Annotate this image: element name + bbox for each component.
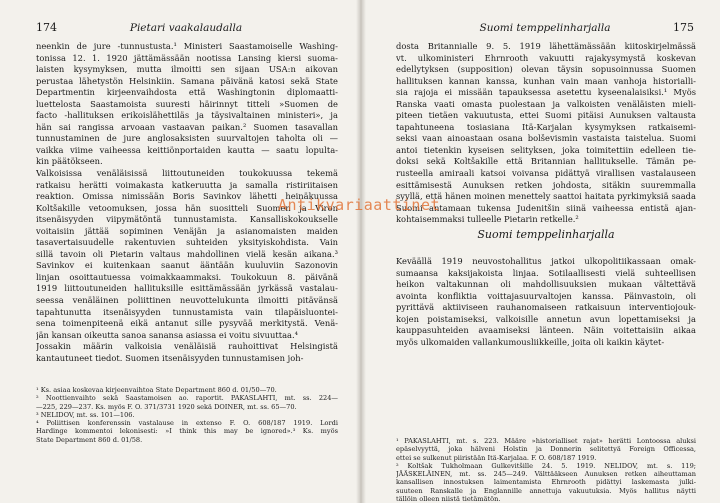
watermark-stamp: Antikvariaattinet: [278, 196, 441, 214]
text-line: perustaa lähetystön Helsinkiin. Samana päivänä katosi sekä State: [36, 75, 338, 86]
text-line: luettelosta Saastamoista suuresti häirinnyt titteli »Suomen de: [36, 98, 338, 109]
text-line: tasavertaisuudelle rakentuvien suhteiden yksityiskohdista. Vain: [36, 237, 338, 248]
text-line: vaikka viime vaiheessa keittiönportaiden kautta — saatu lopulta-: [36, 144, 338, 155]
footnote-line: ³ NELIDOV, mt. ss. 101—106.: [36, 410, 135, 419]
text-line: edellytyksen (supposition) olevan täysin sopusoinnussa Suomen: [396, 64, 696, 75]
text-line: Savinkov ei kuitenkaan saanut ääntään kuuluviin Sazonovin: [36, 260, 338, 271]
text-line: vt. ulkoministeri Ehrnrooth vakuutti rajakysymystä koskevan: [396, 52, 696, 63]
footnote-line: Hardinge kommentoi lekonisesti: »I think this may be ignored».³ Ks. myös: [36, 427, 338, 436]
footnote-line: State Department 860 d. 01/58.: [36, 435, 143, 444]
text-line: seksi vaan ainoastaan osana bolševismin vastaista taistelua. Suomi: [396, 133, 696, 144]
text-line: hän sai rangissa arvoaan vastaavan paikan.² Suomen tasavallan: [36, 121, 338, 132]
footnote-line: ettei se sulkenut piiristään Itä-Karjalaa. F. O. 608/187 1919.: [396, 453, 597, 462]
running-head-title: Pietari vaakalaudalla: [129, 22, 243, 34]
text-line: tunnustaminen de jure anglosaksisten suurvaltojen taholta oli —: [36, 133, 338, 144]
text-line: Departmentin kirjeenvaihdosta että Washingtonin diplomaatti-: [36, 87, 338, 98]
footnote-line: ¹ PAKASLAHTI, mt. s. 223. Määre »historialliset rajat» herätti Lontoossa aluksi: [396, 437, 696, 445]
text-line: linjan osoittautuessa voimakkaammaksi. Toukokuun 8. päivänä: [36, 271, 338, 282]
text-line: kohtaisemmaksi tulleelle Pietarin retkelle.²: [396, 214, 579, 225]
footnote-line: tällöin olleen niistä tietämätön.: [396, 495, 501, 503]
book-gutter: [356, 0, 366, 503]
text-line: avointa konfliktia voittajasuurvaltojen kanssa. Päinvastoin, oli: [396, 290, 696, 301]
footnote-line: ² Koltšak Tukholmaan Gulkevitšille 24. 5. 1919. NELIDOV, mt. s. 119;: [396, 461, 696, 470]
body-text: [396, 41, 696, 226]
text-line: neenkin de jure -tunnustusta.¹ Ministeri Saastamoiselle Washing-: [36, 41, 338, 51]
text-line: kauppasuhteiden avaamiseksi länteen. Näin voitettaisiin aikaa: [396, 325, 696, 336]
text-line: laisten kysymyksen, mutta ilmoitti sen sijaan USA:n aikovan: [36, 64, 338, 75]
text-line: rusteella amiraali katsoi voivansa pidättyä virallisen vastalauseen: [396, 168, 696, 179]
text-line: tapahtunutta itsenäisyyden tunnustamista vain tilapäisluontei-: [36, 306, 338, 317]
footnote-line: —225, 229—237. Ks. myös F. O. 371/3731 1920 sekä DOINER, mt. ss. 65—70.: [36, 402, 297, 411]
text-line: Jossakin määrin valkoisia venäläisiä rauhoittivat Helsingistä: [36, 341, 338, 352]
footnotes: [396, 437, 696, 503]
running-head: [396, 20, 694, 36]
text-line: sena toimenpiteenä eikä antanut sille pysyvää merkitystä. Venä-: [36, 318, 338, 329]
text-line: Valkoisissa venäläisissä liittoutuneiden toukokuussa tekemä: [36, 168, 338, 179]
right-page: [366, 0, 720, 503]
text-line: ratkaisu herätti voimakasta katkeruutta ja samalla ristiriitaisen: [36, 179, 338, 190]
footnote-line: ¹ Ks. asiaa koskevaa kirjeenvaihtoa State Department 860 d. 01/50—70.: [36, 386, 277, 394]
text-line: Suomi antamaan tukensa Judenitšin siinä vaiheessa entistä ajan-: [396, 202, 696, 213]
text-line: piteen tietäen vakuutusta, ettei Suomi pitäisi Aunuksen valtausta: [396, 110, 696, 121]
footnote-line: ⁴ Poliittisen konferenssin vastalause in extenso F. O. 608/187 1919. Lordi: [36, 419, 338, 428]
text-line: 1919 liittoutuneiden hallituksille esittämässään jyrkässä vastalau-: [36, 283, 338, 294]
text-line: kin päätökseen.: [36, 156, 103, 167]
text-line: heikon valtakunnan oli mahdollisuuksien mukaan vältettävä: [396, 279, 696, 290]
text-line: antoi tietenkin kyseisen selityksen, joka toimitettiin edelleen tie-: [396, 144, 696, 155]
text-line: pyrittävä aktiiviseen rauhanomaiseen ratkaisuun interventiojouk-: [396, 302, 696, 313]
text-line: sillä tavoin oli Pietarin valtaus mahdollinen vielä kesän aikana.³: [36, 248, 338, 259]
text-line: reaktion. Omissa nimissään Boris Savinkov lähetti heinäkuussa: [36, 191, 338, 202]
text-line: sumaansa kaksijakoista linjaa. Sotilaallisesti vielä suhteellisen: [396, 267, 696, 278]
left-page: [0, 0, 356, 503]
footnote-line: kansallisen innostuksen laimentamista Ehrnrooth pidättyi laskemasta julki-: [396, 478, 696, 487]
text-line: facto -hallituksen erikoislähettiläs ja täysivaltainen ministeri», ja: [36, 110, 338, 121]
text-line: esittämisestä Aunuksen retken johdosta, sitäkin suuremmalla: [396, 179, 696, 190]
text-line: itsenäisyyden viipymätöntä tunnustamista. Kansalliskokoukselle: [36, 214, 338, 225]
text-line: Ranska vaati omasta puolestaan ja valkoisten venäläisten mieli-: [396, 98, 696, 109]
text-line: jän kansan oikeutta sanoa sanansa asiassa ei voitu sivuuttaa.⁴: [36, 329, 299, 340]
footnote-line: epäselvyyttä, joka hälveni Holstin ja Donnerin selitettyä Foreign Officessa,: [396, 445, 696, 454]
text-line: dosta Britannialle 9. 5. 1919 lähettämässään kiitoskirjelmässä: [396, 41, 696, 51]
text-line: sia rajoja ei missään tapauksessa asetettu kyseenalaisiksi.¹ Myös: [396, 87, 696, 98]
footnote-line: JÄÄSKELÄINEN, mt. ss. 245—249. Välttääkseen Aunuksen retken aiheuttaman: [396, 470, 696, 479]
text-line: hallituksen kannan kanssa, kunhan vain maan vanhoja historialli-: [396, 75, 696, 86]
text-line: kojen poistamiseksi, valkoisille annetun avun lopettamiseksi ja: [396, 313, 696, 324]
text-line: tapahtuneena tosiasiana Itä-Karjalan kysymyksen ratkaisemi-: [396, 121, 696, 132]
footnote-line: ² Noottienvaihto sekä Saastamoisen ao. raportit. PAKASLAHTI, mt. ss. 224—: [36, 394, 338, 403]
footnote-line: suuteen Ranskalle ja Englannille annettuja vakuutuksia. Myös hallitus näytti: [396, 486, 696, 495]
text-line: tonissa 12. 1. 1920 jättämässään nootissa Lansing kiersi suoma-: [36, 52, 338, 63]
text-line: Keväällä 1919 neuvostohallitus jatkoi ulkopolitiikassaan omak-: [396, 256, 696, 266]
section-heading: Suomi temppelinharjalla: [477, 228, 615, 241]
text-line: myös ulkomaiden vallankumousliikkeille, joita oli kaikin käytet-: [396, 336, 665, 347]
running-head-title: Suomi temppelinharjalla: [479, 22, 611, 34]
text-line: kantautuneet tiedot. Suomen itsenäisyyden tunnustamisen joh-: [36, 352, 304, 363]
footnotes: [36, 386, 338, 444]
page-number: 174: [36, 21, 57, 34]
text-line: seessa venäläinen poliittinen neuvottelukunta ilmoitti pitävänsä: [36, 295, 338, 306]
text-line: Koltšakille vetoomuksen, jossa hän suositteli Suomen ja Viron: [36, 202, 338, 213]
page-number: 175: [673, 21, 694, 34]
body-text-section: [396, 256, 696, 348]
text-line: voitaisiin jättää sopiminen Venäjän ja asianomaisten maiden: [36, 225, 338, 236]
running-head: [36, 20, 336, 36]
text-line: doksi sekä Koltšakille että Britannian hallitukselle. Tämän pe-: [396, 156, 696, 167]
text-line: syyllä, että hänen moinen menettely saattoi haitata pyrkimyksiä saada: [396, 191, 696, 202]
